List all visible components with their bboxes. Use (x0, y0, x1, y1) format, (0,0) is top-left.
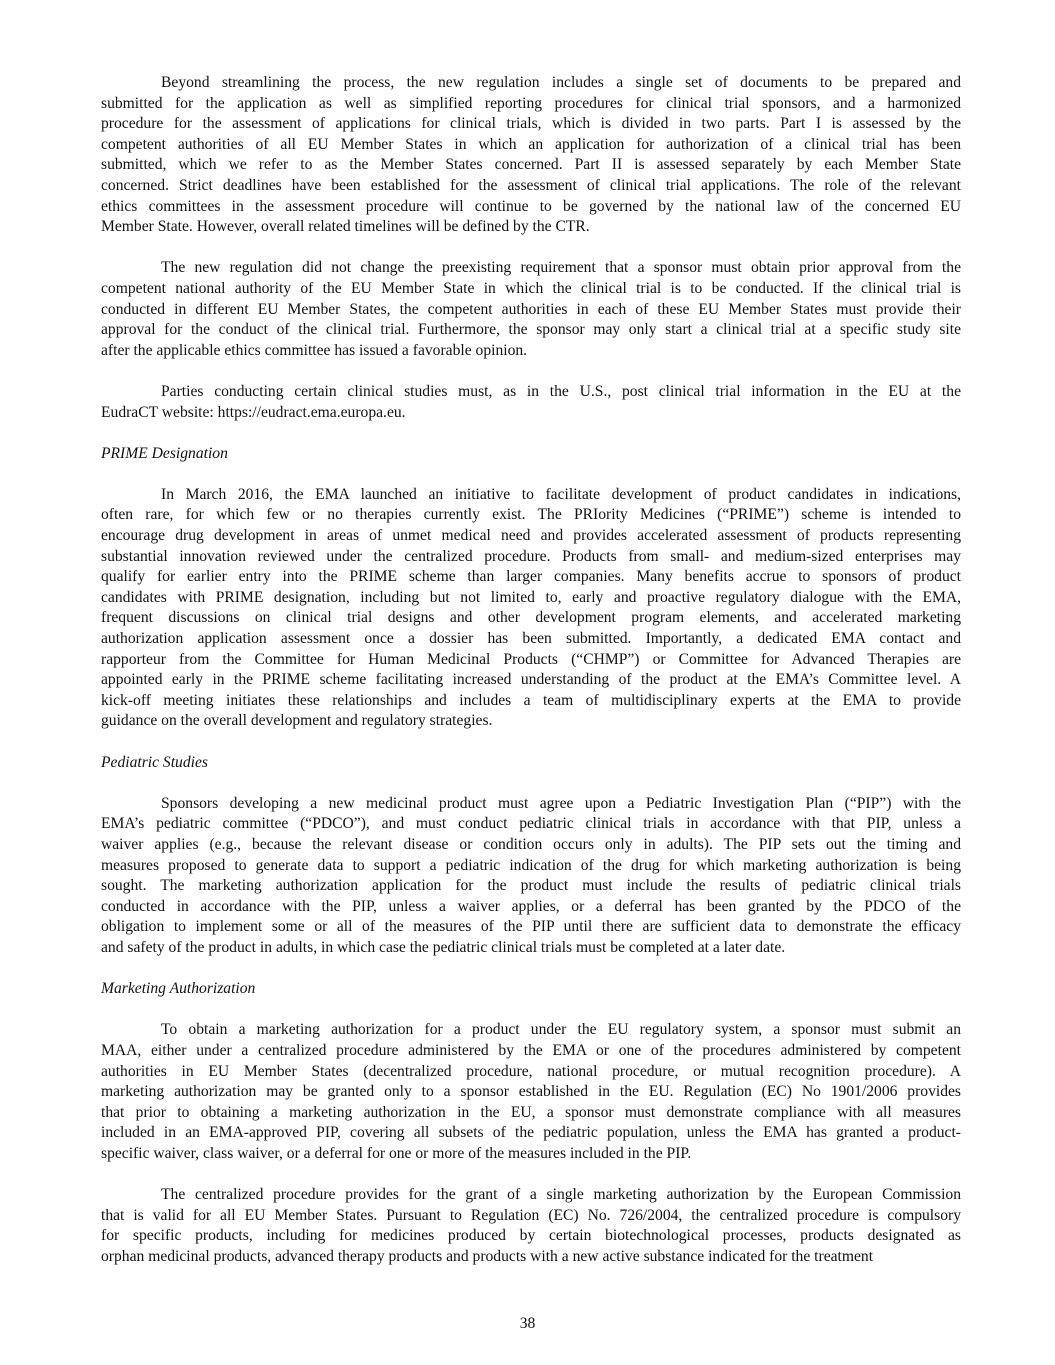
text-line: EudraCT website: https://eudract.ema.europa.eu. (101, 403, 406, 421)
text-line: marketing authorization may be granted only to a sponsor established in the EU. Regulation (EC) No 1901/2006 provides (101, 1083, 961, 1101)
text-line: waiver applies (e.g., because the relevant disease or condition occurs only in adults). The PIP sets out the timing and (101, 835, 961, 853)
text-line: that prior to obtaining a marketing authorization in the EU, a sponsor must demonstrate compliance with all measures (101, 1103, 961, 1121)
text-line: specific waiver, class waiver, or a deferral for one or more of the measures included in the PIP. (101, 1144, 692, 1162)
text-line: submitted for the application as well as simplified reporting procedures for clinical trial sponsors, and a harmonized (101, 94, 961, 112)
text-line: procedure for the assessment of applications for clinical trials, which is divided in two parts. Part I is assessed by the (101, 115, 961, 133)
section-heading: Marketing Authorization (101, 980, 256, 998)
paragraph (101, 1185, 961, 1267)
paragraph (101, 73, 961, 238)
text-line: encourage drug development in areas of unmet medical need and provides accelerated assessment of products representing (101, 527, 961, 545)
page-number: 38 (519, 1315, 536, 1332)
text-line: and safety of the product in adults, in which case the pediatric clinical trials must be completed at a later date. (101, 938, 786, 956)
text-line: competent authorities of all EU Member States in which an application for authorization of a clinical trial has been (101, 135, 961, 153)
text-line: often rare, for which few or no therapies currently exist. The PRIority Medicines (“PRIME”) scheme is intended to (101, 506, 961, 524)
text-line: EMA’s pediatric committee (“PDCO”), and must conduct pediatric clinical trials in accordance with that PIP, unless a (101, 815, 961, 833)
text-line: guidance on the overall development and regulatory strategies. (101, 712, 493, 730)
text-line: concerned. Strict deadlines have been established for the assessment of clinical trial applications. The role of the relevant (101, 176, 961, 194)
text-line: rapporteur from the Committee for Human Medicinal Products (“CHMP”) or Committee for Advanced Therapies are (101, 650, 961, 668)
text-line: approval for the conduct of the clinical trial. Furthermore, the sponsor may only start a clinical trial at a specific study site (101, 321, 961, 339)
text-line: conducted in different EU Member States, the competent authorities in each of these EU Member States must provide their (101, 300, 961, 318)
text-line: obligation to implement some or all of the measures of the PIP until there are sufficient data to demonstrate the efficacy (101, 918, 961, 936)
text-line: Parties conducting certain clinical studies must, as in the U.S., post clinical trial information in the EU at the (161, 382, 961, 400)
paragraph (101, 485, 961, 732)
text-line: Beyond streamlining the process, the new regulation includes a single set of documents to be prepared and (161, 74, 961, 91)
paragraph (101, 1020, 961, 1164)
text-line: included in an EMA-approved PIP, covering all subsets of the pediatric population, unless the EMA has granted a product- (101, 1124, 961, 1142)
text-line: ethics committees in the assessment procedure will continue to be governed by the national law of the concerned EU (101, 197, 961, 215)
section-heading: PRIME Designation (101, 444, 228, 462)
paragraph (101, 794, 961, 959)
text-line: The centralized procedure provides for the grant of a single marketing authorization by the European Commission (161, 1186, 961, 1204)
text-line: MAA, either under a centralized procedure administered by the EMA or one of the procedures administered by competent (101, 1041, 961, 1059)
text-line: submitted, which we refer to as the Member States concerned. Part II is assessed separately by each Member State (101, 156, 961, 174)
text-line: authorities in EU Member States (decentralized procedure, national procedure, or mutual recognition procedure). A (101, 1062, 961, 1080)
text-line: sought. The marketing authorization application for the product must include the results of pediatric clinical trials (101, 877, 961, 895)
text-line: conducted in accordance with the PIP, unless a waiver applies, or a deferral has been granted by the PDCO of the (101, 897, 961, 915)
text-line: measures proposed to generate data to support a pediatric indication of the drug for which marketing authorization is being (101, 856, 961, 874)
text-line: qualify for earlier entry into the PRIME scheme than larger companies. Many benefits accrue to sponsors of product (101, 568, 961, 586)
paragraph (101, 382, 961, 423)
paragraph (101, 258, 961, 361)
text-line: candidates with PRIME designation, including but not limited to, early and proactive regulatory dialogue with the EMA, (101, 588, 961, 606)
text-line: Member State. However, overall related timelines will be defined by the CTR. (101, 218, 590, 236)
text-line: appointed early in the PRIME scheme facilitating increased understanding of the product at the EMA’s Committee level. A (101, 671, 961, 689)
text-line: that is valid for all EU Member States. Pursuant to Regulation (EC) No. 726/2004, the centralized procedure is compulsory (101, 1206, 961, 1224)
text-line: In March 2016, the EMA launched an initiative to facilitate development of product candidates in indications, (161, 485, 961, 503)
text-line: frequent discussions on clinical trial designs and other development program elements, and accelerated marketing (101, 609, 961, 627)
text-line: orphan medicinal products, advanced therapy products and products with a new active substance indicated for the treatment (101, 1247, 874, 1265)
section-heading: Pediatric Studies (101, 753, 208, 771)
text-line: kick-off meeting initiates these relationships and includes a team of multidisciplinary experts at the EMA to provide (101, 691, 961, 709)
text-line: Sponsors developing a new medicinal product must agree upon a Pediatric Investigation Plan (“PIP”) with the (161, 794, 961, 812)
document-page (101, 73, 961, 1288)
text-line: To obtain a marketing authorization for a product under the EU regulatory system, a sponsor must submit an (161, 1021, 961, 1039)
text-line: The new regulation did not change the preexisting requirement that a sponsor must obtain prior approval from the (161, 259, 961, 277)
text-line: for specific products, including for medicines produced by certain biotechnological processes, products designated as (101, 1227, 961, 1245)
text-line: authorization application assessment once a dossier has been submitted. Importantly, a dedicated EMA contact and (101, 630, 961, 648)
text-line: competent national authority of the EU Member State in which the clinical trial is to be conducted. If the clinical trial is (101, 279, 961, 297)
text-line: after the applicable ethics committee has issued a favorable opinion. (101, 341, 528, 359)
text-line: substantial innovation reviewed under the centralized procedure. Products from small- and medium-sized enterprises may (101, 547, 961, 565)
